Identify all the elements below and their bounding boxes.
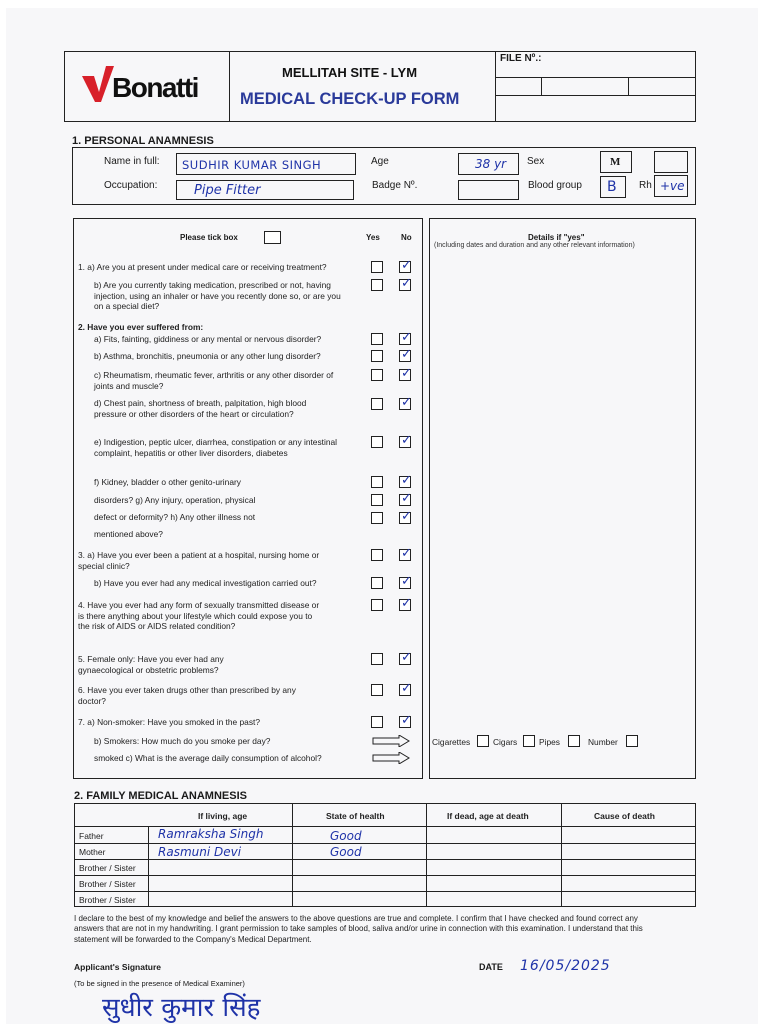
q2d: d) Chest pain, shortness of breath, palpitation, high blood pressure or other disorders of the heart or circulation? xyxy=(94,398,307,419)
age-value: 38 yr xyxy=(475,157,507,171)
age-label: Age xyxy=(371,156,389,167)
q7a-yes-checkbox[interactable] xyxy=(371,716,383,728)
cigarettes-checkbox[interactable] xyxy=(477,735,489,747)
section2-title: 2. FAMILY MEDICAL ANAMNESIS xyxy=(74,790,247,802)
badge-label: Badge Nº. xyxy=(372,180,418,191)
q2d-yes-checkbox[interactable] xyxy=(371,398,383,410)
q1a-no-checkbox[interactable] xyxy=(399,258,412,273)
checkmark-icon: ✓ xyxy=(401,473,412,488)
q7a: 7. a) Non-smoker: Have you smoked in the past? xyxy=(78,717,261,727)
form-title: MEDICAL CHECK-UP FORM xyxy=(240,90,460,108)
occupation-label: Occupation: xyxy=(104,180,158,191)
q5-yes-checkbox[interactable] xyxy=(371,653,383,665)
col-living-header: If living, age xyxy=(198,811,248,821)
q1a: 1. a) Are you at present under medical care or receiving treatment? xyxy=(78,262,327,272)
q3a-no-checkbox[interactable] xyxy=(399,546,412,561)
q1b-no-checkbox[interactable] xyxy=(399,276,412,291)
sex-value: M xyxy=(610,156,621,168)
q2b-yes-checkbox[interactable] xyxy=(371,350,383,362)
q4: 4. Have you ever had any form of sexually transmitted disease or is there anything about your lifestyle which could expose you to the risk of AIDS or AIDS related condition? xyxy=(78,600,320,632)
declaration-text: I declare to the best of my knowledge and belief the answers to the above questions are true and complete. I confirm that I have checked and found correct any answers that are not in my handwriting. I grant permission to take samples of blood, saliva and/or urine in connection with this examination. I understand that this statement will be forwarded to the Company's Medical Department. xyxy=(74,914,643,944)
q2b: b) Asthma, bronchitis, pneumonia or any other lung disorder? xyxy=(94,351,321,361)
no-header: No xyxy=(401,233,412,242)
checkmark-icon: ✓ xyxy=(401,713,412,728)
q6: 6. Have you ever taken drugs other than prescribed by any doctor? xyxy=(78,685,296,706)
q2a-no-checkbox[interactable] xyxy=(399,330,412,345)
pipes-label: Pipes xyxy=(539,737,560,747)
checkmark-icon: ✓ xyxy=(401,596,412,611)
q7a-no-checkbox[interactable] xyxy=(399,713,412,728)
q5: 5. Female only: Have you ever had any gynaecological or obstetric problems? xyxy=(78,654,224,675)
checkmark-icon: ✓ xyxy=(401,330,412,345)
form-sheet xyxy=(6,8,758,1024)
site-name: MELLITAH SITE - LYM xyxy=(282,65,418,80)
q5-no-checkbox[interactable] xyxy=(399,650,412,665)
q2b-no-checkbox[interactable] xyxy=(399,347,412,362)
sex-label: Sex xyxy=(527,156,545,167)
q2f-no-checkbox[interactable] xyxy=(399,473,412,488)
checkmark-icon: ✓ xyxy=(401,366,412,381)
row-sibling-3-label: Brother / Sister xyxy=(79,895,136,905)
checkmark-icon: ✓ xyxy=(401,546,412,561)
tick-sample-box xyxy=(264,231,281,244)
tick-label: Please tick box xyxy=(180,233,238,242)
q2h-no-checkbox[interactable] xyxy=(399,509,412,524)
yes-header: Yes xyxy=(366,233,380,242)
checkmark-icon: ✓ xyxy=(401,574,412,589)
row-mother-label: Mother xyxy=(79,847,106,857)
q2: 2. Have you ever suffered from: xyxy=(78,322,204,332)
checkmark-icon: ✓ xyxy=(401,491,412,506)
q3a: 3. a) Have you ever been a patient at a hospital, nursing home or special clinic? xyxy=(78,550,320,571)
occupation-value: Pipe Fitter xyxy=(194,183,261,198)
q2h2: mentioned above? xyxy=(94,529,163,539)
badge-field[interactable] xyxy=(458,180,519,200)
blood-group-label: Blood group xyxy=(528,180,582,191)
checkmark-icon: ✓ xyxy=(401,395,412,410)
q6-no-checkbox[interactable] xyxy=(399,681,412,696)
q3b-no-checkbox[interactable] xyxy=(399,574,412,589)
cigars-label: Cigars xyxy=(493,737,518,747)
number-checkbox[interactable] xyxy=(626,735,638,747)
row-father-label: Father xyxy=(79,831,104,841)
pipes-checkbox[interactable] xyxy=(568,735,580,747)
checkmark-icon: ✓ xyxy=(401,258,412,273)
signature-label: Applicant's Signature xyxy=(74,962,162,972)
checkmark-icon: ✓ xyxy=(401,433,412,448)
number-label: Number xyxy=(588,737,618,747)
cigars-checkbox[interactable] xyxy=(523,735,535,747)
q4-no-checkbox[interactable] xyxy=(399,596,412,611)
q3b: b) Have you ever had any medical investigation carried out? xyxy=(94,578,317,588)
q2e-yes-checkbox[interactable] xyxy=(371,436,383,448)
q2c-no-checkbox[interactable] xyxy=(399,366,412,381)
q3a-yes-checkbox[interactable] xyxy=(371,549,383,561)
checkmark-icon: ✓ xyxy=(401,681,412,696)
q1a-yes-checkbox[interactable] xyxy=(371,261,383,273)
q2e: e) Indigestion, peptic ulcer, diarrhea, constipation or any intestinal complaint, hepatitis or other liver disorders, diabetes xyxy=(94,437,338,458)
sex-extra-field[interactable] xyxy=(654,151,688,173)
row-sibling-2-label: Brother / Sister xyxy=(79,879,136,889)
q2f-yes-checkbox[interactable] xyxy=(371,476,383,488)
file-no-label: FILE Nº.: xyxy=(500,53,542,64)
q1b-yes-checkbox[interactable] xyxy=(371,279,383,291)
signature-note: (To be signed in the presence of Medical Examiner) xyxy=(74,979,245,988)
col-state-header: State of health xyxy=(326,811,385,821)
bonatti-logo-icon xyxy=(82,66,116,104)
q4-yes-checkbox[interactable] xyxy=(371,599,383,611)
q2c-yes-checkbox[interactable] xyxy=(371,369,383,381)
q2g-yes-checkbox[interactable] xyxy=(371,494,383,506)
rh-label: Rh xyxy=(639,180,652,191)
mother-name: Rasmuni Devi xyxy=(158,845,242,859)
father-name: Ramraksha Singh xyxy=(158,827,264,841)
section1-title: 1. PERSONAL ANAMNESIS xyxy=(72,135,214,147)
q1b: b) Are you currently taking medication, prescribed or not, having injection, using an inhaler or have you recently done so, or are you on a special diet? xyxy=(94,280,341,312)
q7b: b) Smokers: How much do you smoke per day? xyxy=(94,736,271,746)
q3b-yes-checkbox[interactable] xyxy=(371,577,383,589)
details-box xyxy=(429,218,696,779)
q2a: a) Fits, fainting, giddiness or any mental or nervous disorder? xyxy=(94,334,322,344)
date-value: 16/05/2025 xyxy=(520,958,611,974)
applicant-signature: सुधीर कुमार सिंह xyxy=(102,993,261,1023)
col-cause-header: Cause of death xyxy=(594,811,655,821)
q2d-no-checkbox[interactable] xyxy=(399,395,412,410)
logo xyxy=(80,66,220,106)
checkmark-icon: ✓ xyxy=(401,347,412,362)
name-label: Name in full: xyxy=(104,156,160,167)
col-dead-header: If dead, age at death xyxy=(447,811,529,821)
arrow-right-icon xyxy=(372,752,410,764)
details-note: (Including dates and duration and any other relevant information) xyxy=(434,242,635,249)
q2c: c) Rheumatism, rheumatic fever, arthritis or any other disorder of joints and muscle? xyxy=(94,370,334,391)
row-sibling-1-label: Brother / Sister xyxy=(79,863,136,873)
q2f: f) Kidney, bladder o other genito-urinary xyxy=(94,477,241,487)
name-value: SUDHIR KUMAR SINGH xyxy=(182,158,322,172)
cigarettes-label: Cigarettes xyxy=(432,737,471,747)
q7c: smoked c) What is the average daily consumption of alcohol? xyxy=(94,753,322,763)
mother-state: Good xyxy=(330,845,362,859)
blood-group-value: B xyxy=(607,179,617,195)
arrow-right-icon xyxy=(372,735,410,747)
q2e-no-checkbox[interactable] xyxy=(399,433,412,448)
q6-yes-checkbox[interactable] xyxy=(371,684,383,696)
checkmark-icon: ✓ xyxy=(401,650,412,665)
q2h-yes-checkbox[interactable] xyxy=(371,512,383,524)
q2a-yes-checkbox[interactable] xyxy=(371,333,383,345)
checkmark-icon: ✓ xyxy=(401,276,412,291)
q2g-no-checkbox[interactable] xyxy=(399,491,412,506)
date-label: DATE xyxy=(479,962,503,972)
details-title: Details if "yes" xyxy=(528,233,585,242)
rh-value: +ve xyxy=(660,179,685,193)
logo-text: Bonatti xyxy=(112,72,198,103)
q2h: defect or deformity? h) Any other illness not xyxy=(94,512,256,522)
q2g: disorders? g) Any injury, operation, physical xyxy=(94,495,256,505)
checkmark-icon: ✓ xyxy=(401,509,412,524)
father-state: Good xyxy=(330,829,362,843)
